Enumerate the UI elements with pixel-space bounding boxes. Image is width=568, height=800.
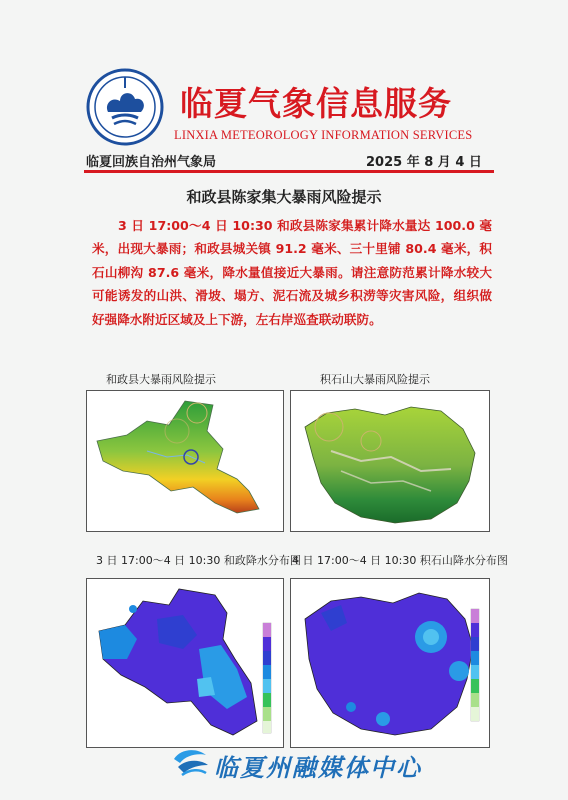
hezheng-risk-map xyxy=(86,390,284,532)
jishishan-precip-map xyxy=(290,578,490,748)
bulletin-paragraph: 3 日 17:00～4 日 10:30 和政县陈家集累计降水量达 100.0 毫米，出现大暴雨；和政县城关镇 91.2 毫米、三十里铺 80.4 毫米，积石山柳沟 87.6 毫米，降水量值接近大暴雨。请注意防范累计降水较大可能诱发的山洪、滑坡、塌方、泥石流及城乡积涝等灾害风险，组织做好强降水附近区域及上下游，左右岸巡查联动联防。 xyxy=(92,218,492,327)
bulletin-headline: 和政县陈家集大暴雨风险提示 xyxy=(186,188,382,206)
jishishan-risk-map xyxy=(290,390,490,532)
caption-jishishan-precip: 4 日 17:00～4 日 10:30 积石山降水分布图 xyxy=(292,554,508,567)
service-title-en: LINXIA METEOROLOGY INFORMATION SERVICES xyxy=(174,128,473,142)
caption-hezheng-risk: 和政县大暴雨风险提示 xyxy=(106,373,216,386)
hezheng-precip-map xyxy=(86,578,284,748)
caption-jishishan-risk: 积石山大暴雨风险提示 xyxy=(320,373,430,386)
service-title: 临夏气象信息服务 xyxy=(180,84,452,123)
media-center-name: 临夏州融媒体中心 xyxy=(214,754,422,782)
media-center-logo xyxy=(170,745,212,779)
issue-date: 2025 年 8 月 4 日 xyxy=(366,155,482,170)
header-divider xyxy=(84,170,494,173)
caption-hezheng-precip: 3 日 17:00～4 日 10:30 和政降水分布图 xyxy=(96,554,301,567)
meteorology-logo xyxy=(86,68,164,146)
agency-name: 临夏回族自治州气象局 xyxy=(86,155,217,170)
